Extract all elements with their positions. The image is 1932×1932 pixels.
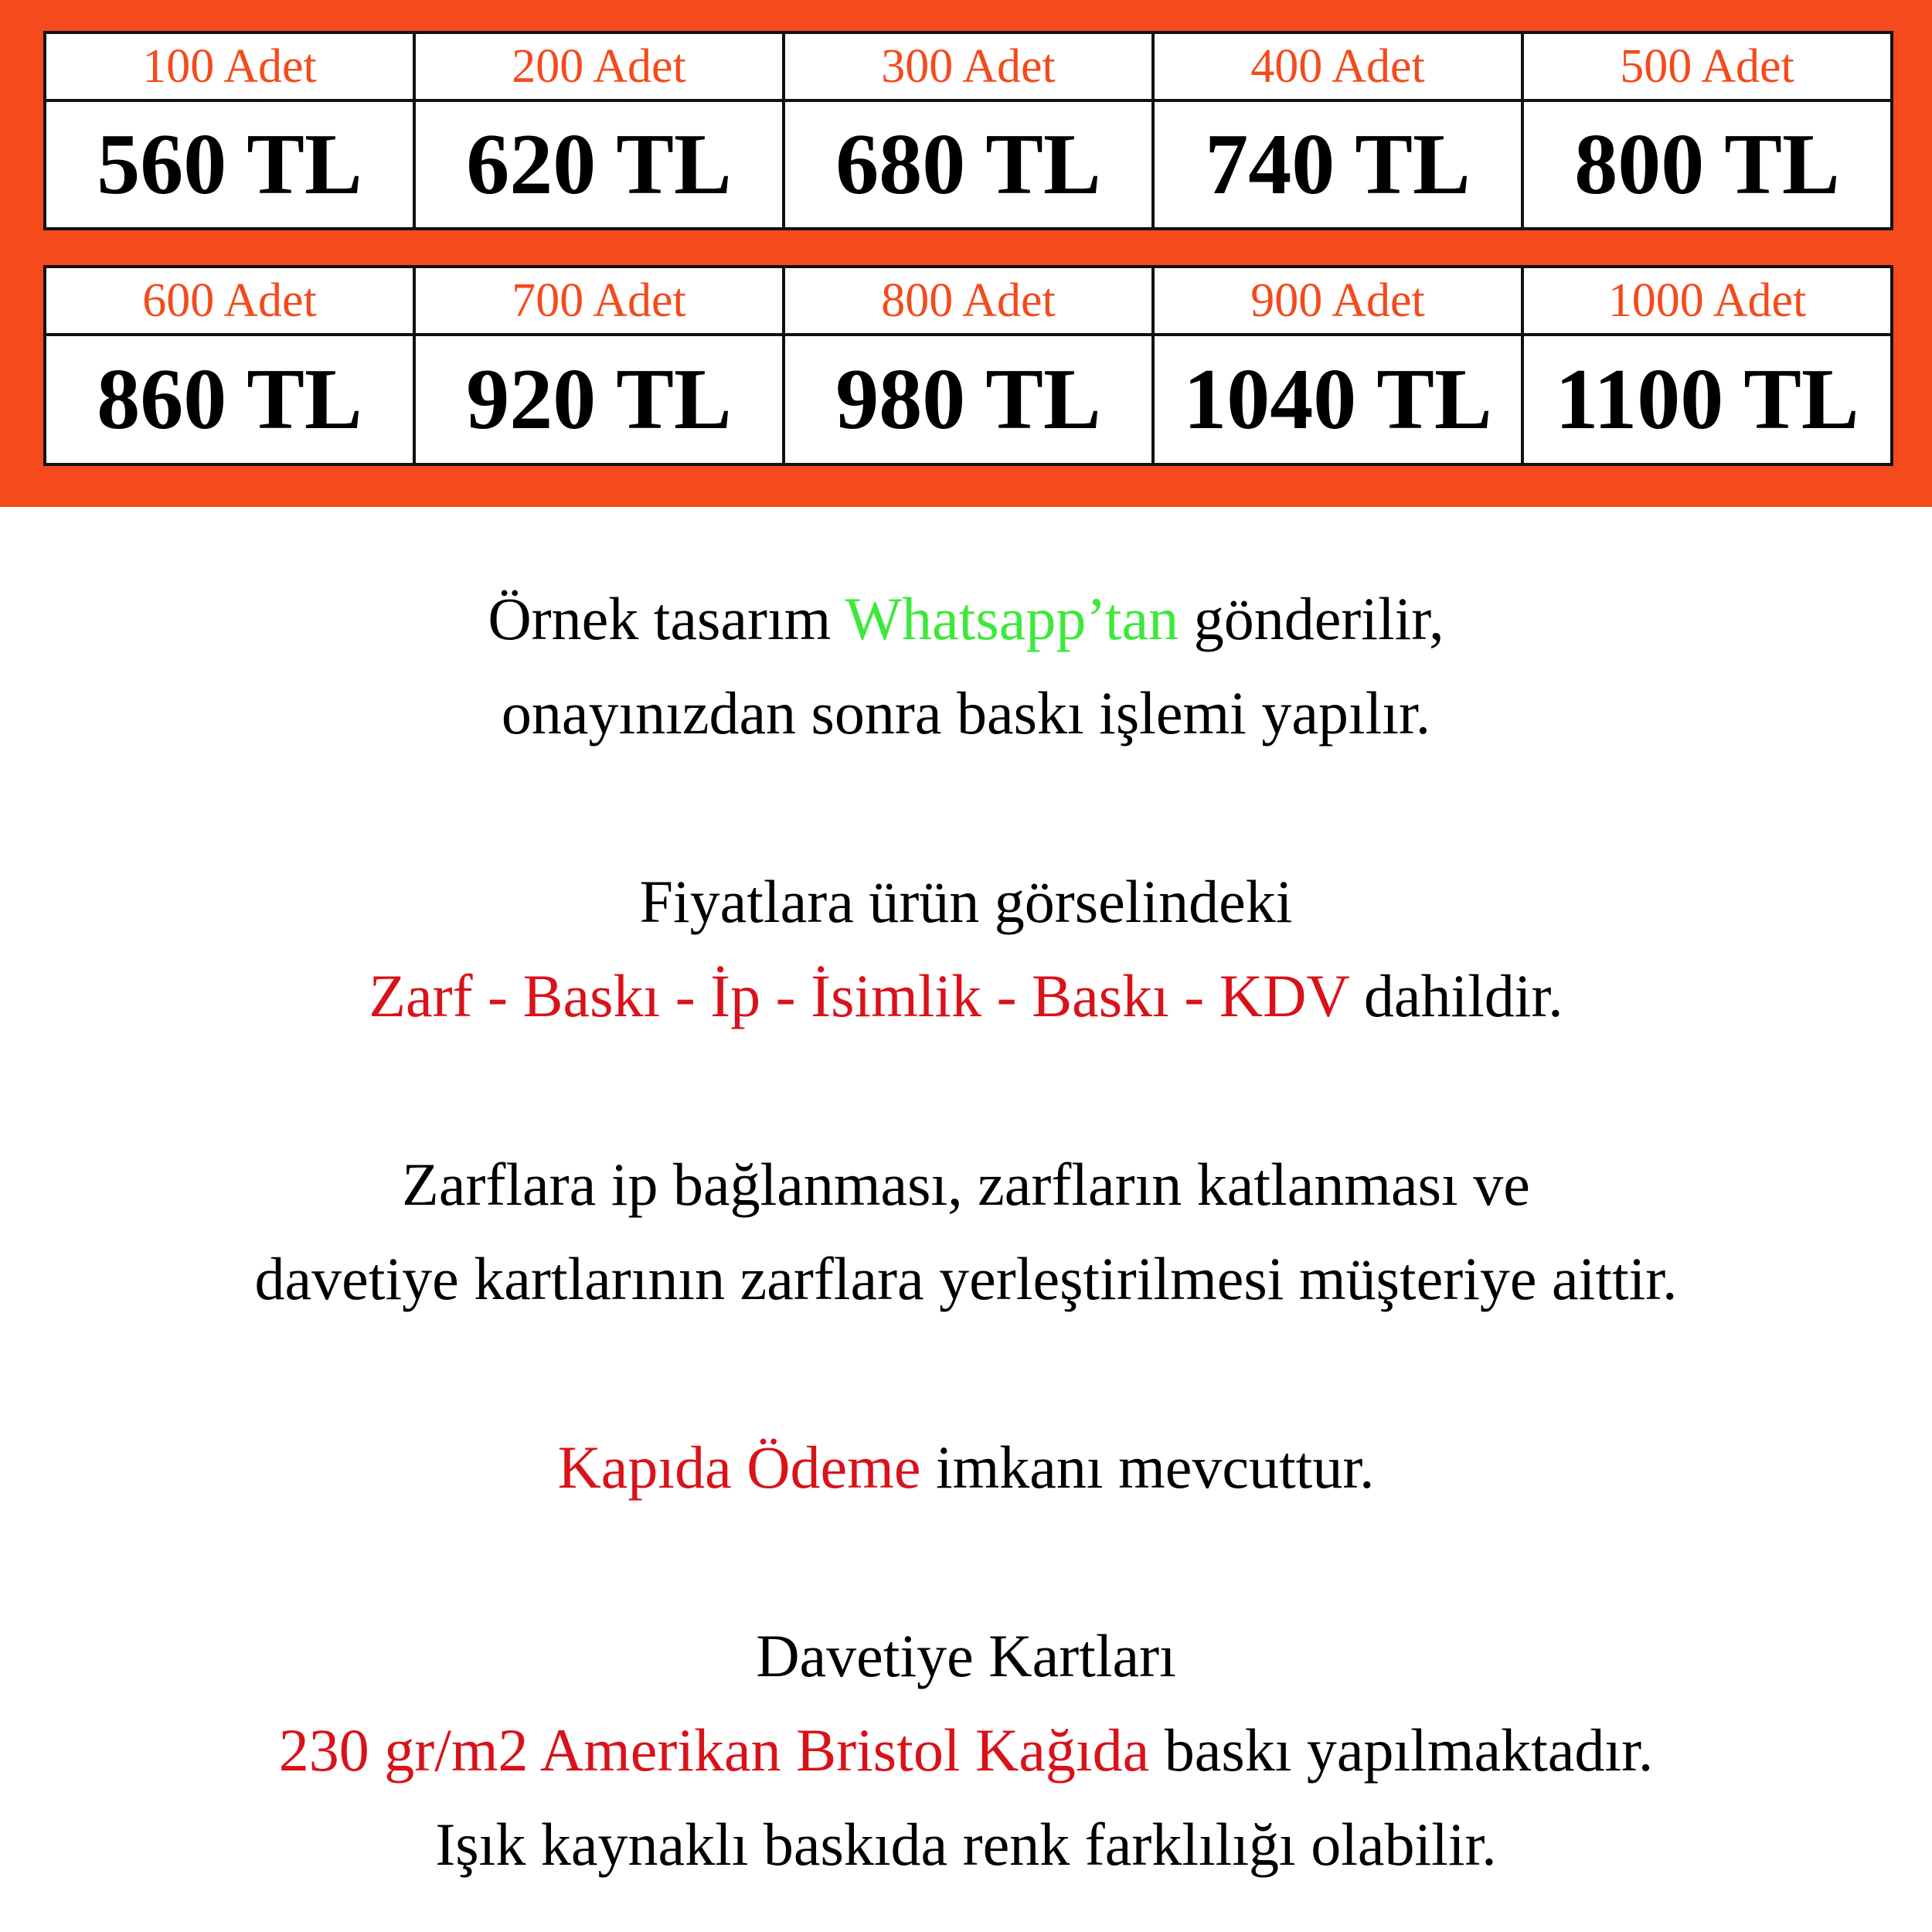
payment-note-post: imkanı mevcuttur.: [920, 1434, 1375, 1501]
price-banner: [0, 0, 1932, 507]
quantity-800: 800 Adet: [784, 267, 1153, 335]
quantity-100: 100 Adet: [45, 32, 414, 100]
quantity-900: 900 Adet: [1153, 267, 1522, 335]
quantity-600: 600 Adet: [45, 267, 414, 335]
payment-highlight: Kapıda Ödeme: [557, 1434, 921, 1501]
paper-highlight: 230 gr/m2 Amerikan Bristol Kağıda: [278, 1716, 1150, 1784]
quantity-1000: 1000 Adet: [1522, 267, 1892, 335]
price-row: [45, 100, 1892, 229]
design-note-pre: Örnek tasarım: [488, 585, 845, 652]
design-note-line-1: [0, 572, 1932, 666]
price-500: 800 TL: [1522, 100, 1892, 229]
design-note-line-2: onayınızdan sonra baskı işlemi yapılır.: [501, 679, 1431, 747]
price-table-row-1: [43, 31, 1893, 230]
quantity-500: 500 Adet: [1522, 32, 1892, 100]
price-400: 740 TL: [1153, 100, 1522, 229]
included-note-line-2: [0, 949, 1932, 1043]
price-200: 620 TL: [414, 100, 784, 229]
info-section: [0, 572, 1932, 1892]
price-row: [45, 335, 1892, 464]
price-800: 980 TL: [784, 335, 1153, 464]
paper-note-line-1: Davetiye Kartları: [756, 1622, 1176, 1689]
price-700: 920 TL: [414, 335, 784, 464]
included-items-highlight: Zarf - Baskı - İp - İsimlik - Baskı - KDV: [369, 962, 1349, 1029]
quantity-700: 700 Adet: [414, 267, 784, 335]
quantity-200: 200 Adet: [414, 32, 784, 100]
quantity-400: 400 Adet: [1153, 32, 1522, 100]
price-100: 560 TL: [45, 100, 414, 229]
design-note-post: gönderilir,: [1179, 585, 1444, 652]
price-600: 860 TL: [45, 335, 414, 464]
price-1000: 1100 TL: [1522, 335, 1892, 464]
quantity-row: [45, 267, 1892, 335]
paper-note-post: baskı yapılmaktadır.: [1149, 1716, 1654, 1784]
quantity-300: 300 Adet: [784, 32, 1153, 100]
included-note-post: dahildir.: [1349, 962, 1563, 1029]
included-note-line-1: Fiyatlara ürün görselindeki: [639, 868, 1293, 935]
paper-note-line-3: Işık kaynaklı baskıda renk farklılığı olabilir.: [435, 1811, 1497, 1878]
price-300: 680 TL: [784, 100, 1153, 229]
payment-note: [0, 1420, 1932, 1515]
quantity-row: [45, 32, 1892, 100]
paper-note-line-2: [0, 1703, 1932, 1798]
assembly-note-line-1: Zarflara ip bağlanması, zarfların katlanması ve: [402, 1151, 1530, 1218]
price-table-row-2: [43, 265, 1893, 466]
assembly-note-line-2: davetiye kartlarının zarflara yerleştirilmesi müşteriye aittir.: [254, 1245, 1678, 1312]
whatsapp-highlight: Whatsapp’tan: [845, 585, 1179, 652]
price-900: 1040 TL: [1153, 335, 1522, 464]
